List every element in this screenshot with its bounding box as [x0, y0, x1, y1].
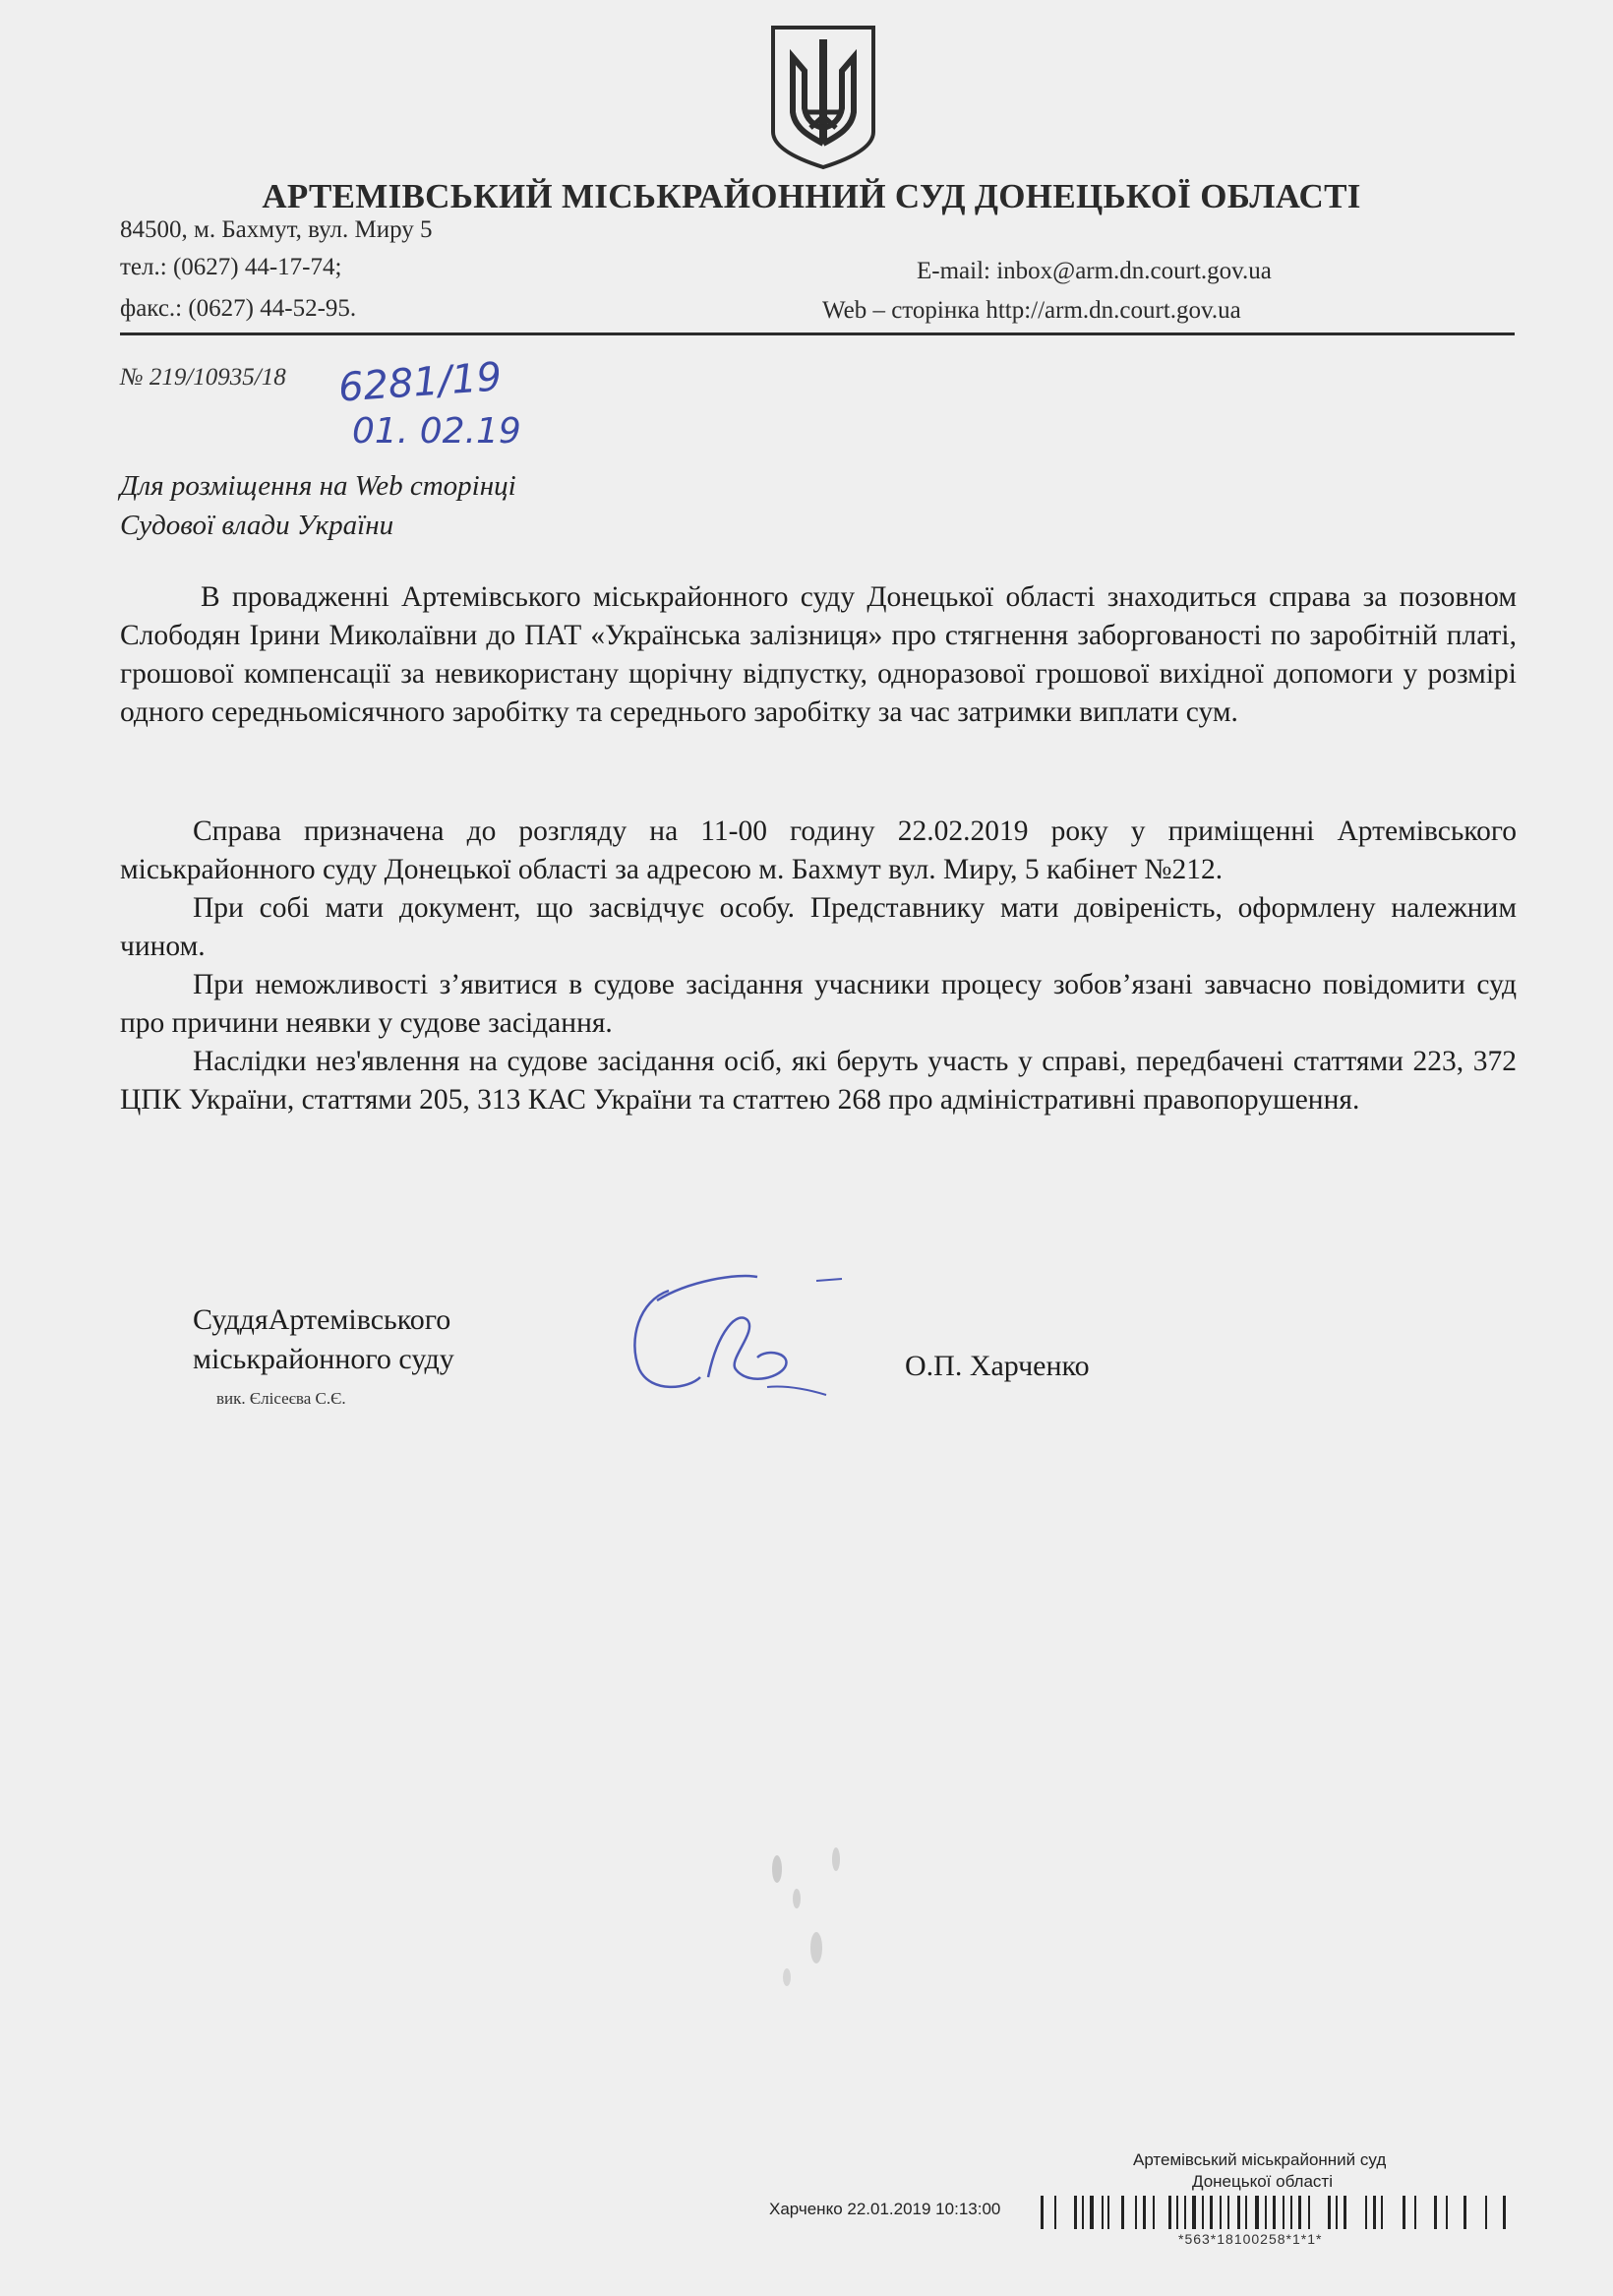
- stamp-court-line-1: Артемівський міськрайонний суд: [1133, 2150, 1387, 2169]
- destination-line-2: Судової влади України: [120, 510, 394, 541]
- executor-note: вик. Єлісеєва С.Є.: [216, 1389, 346, 1408]
- destination-block: [120, 466, 516, 545]
- body-paragraph-3: При собі мати документ, що засвідчує особу. Представнику мати довіреність, оформлену належним чином.: [120, 892, 1517, 962]
- handwritten-signature: [620, 1261, 846, 1409]
- handwritten-incoming-date: 01. 02.19: [352, 411, 521, 452]
- court-fax: факс.: (0627) 44-52-95.: [120, 295, 357, 322]
- court-name: АРТЕМІВСЬКИЙ МІСЬКРАЙОННИЙ СУД ДОНЕЦЬКОЇ ОБЛАСТІ: [262, 177, 1361, 215]
- court-website: Web – сторінка http://arm.dn.court.gov.ua: [822, 297, 1241, 324]
- body-paragraph-4: При неможливості з’явитися в судове засідання учасники процесу зобов’язані завчасно повідомити суд про причини неявки у судове засідання.: [120, 969, 1517, 1039]
- court-phone: тел.: (0627) 44-17-74;: [120, 254, 342, 280]
- barcode-text: *563*18100258*1*1*: [1178, 2231, 1323, 2247]
- judge-title: СуддяАртемівського міськрайонного суду: [193, 1303, 454, 1375]
- court-address: 84500, м. Бахмут, вул. Миру 5: [120, 216, 433, 243]
- scan-smudge: [747, 1830, 866, 1997]
- body-paragraph-2: Справа призначена до розгляду на 11-00 годину 22.02.2019 року у приміщенні Артемівського міськрайонного суду Донецької області за адресою м. Бахмут вул. Миру, 5 кабінет №212.: [120, 816, 1517, 885]
- court-email: E-mail: inbox@arm.dn.court.gov.ua: [917, 258, 1272, 284]
- stamp-registration-meta: Харченко 22.01.2019 10:13:00: [769, 2200, 1001, 2218]
- body-paragraph-1: В провадженні Артемівського міськрайонного суду Донецької області знаходиться справа за позовном Слободян Ірини Миколаївни до ПАТ «Українська залізниця» про стягнення заборгованості по заробітній платі, грошової компенсації за невикористану щорічну відпустку, одноразової грошової вихідної допомоги у розмірі одного середньомісячного заробітку та середнього заробітку за час затримки виплати сум.: [120, 581, 1517, 728]
- registration-number: № 219/10935/18: [120, 364, 286, 391]
- judge-name: О.П. Харченко: [905, 1350, 1090, 1382]
- body-paragraph-5: Наслідки нез'явлення на судове засідання осіб, які беруть участь у справі, передбачені статтями 223, 372 ЦПК України, статтями 205, 313 КАС України та статтею 268 про адміністративні правопорушення.: [120, 1046, 1517, 1116]
- header-divider: [120, 332, 1515, 335]
- barcode: [1041, 2196, 1513, 2229]
- trident-emblem-icon: [765, 22, 881, 171]
- handwritten-incoming-number: 6281/19: [336, 354, 504, 411]
- destination-line-1: Для розміщення на Web сторінці: [120, 470, 516, 502]
- stamp-court-line-2: Донецької області: [1192, 2172, 1333, 2191]
